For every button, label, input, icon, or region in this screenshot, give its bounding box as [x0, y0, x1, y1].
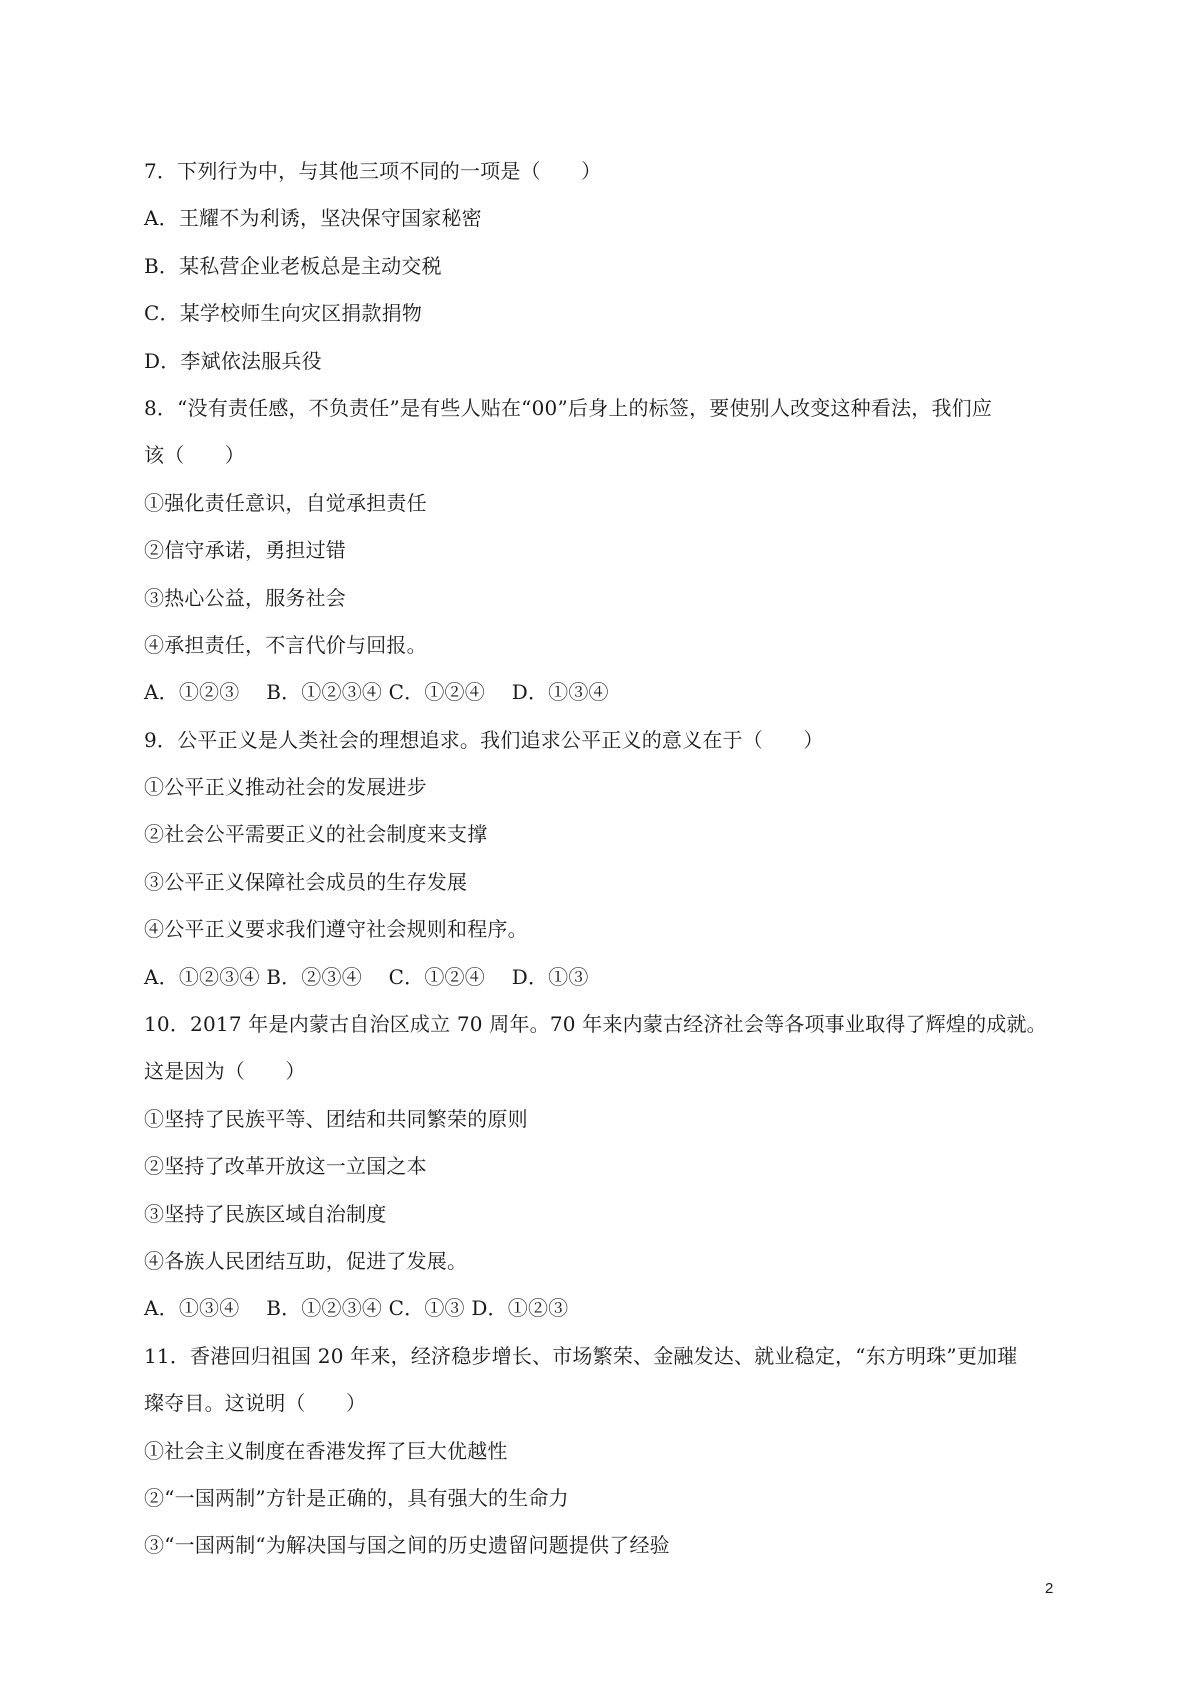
question-10-stem-line-1: 10．2017 年是内蒙古自治区成立 70 周年。70 年来内蒙古经济社会等各项事业取得了辉煌的成就。 [144, 1012, 1047, 1037]
question-10-statement-3: ③坚持了民族区域自治制度 [144, 1201, 387, 1226]
question-10-statement-1: ①坚持了民族平等、团结和共同繁荣的原则 [144, 1106, 528, 1131]
question-10-statement-2: ②坚持了改革开放这一立国之本 [144, 1154, 427, 1179]
question-9-statement-3: ③公平正义保障社会成员的生存发展 [144, 869, 468, 894]
question-8-statement-3: ③热心公益，服务社会 [144, 585, 346, 610]
question-7-option-d: D．李斌依法服兵役 [144, 348, 322, 373]
question-9-statement-2: ②社会公平需要正义的社会制度来支撑 [144, 822, 488, 847]
question-11-statement-2: ②“一国两制”方针是正确的，具有强大的生命力 [144, 1485, 569, 1510]
question-9-options: A．①②③④ B．②③④ C．①②④ D．①③ [144, 964, 589, 989]
question-9-statement-1: ①公平正义推动社会的发展进步 [144, 775, 427, 800]
question-11-stem-line-1: 11．香港回归祖国 20 年来，经济稳步增长、市场繁荣、金融发达、就业稳定，“东方明珠”更加璀 [144, 1343, 1018, 1368]
question-8-statement-2: ②信守承诺，勇担过错 [144, 538, 346, 563]
question-8-stem-line-1: 8．“没有责任感，不负责任”是有些人贴在“00”后身上的标签，要使别人改变这种看法，我们应 [144, 395, 993, 420]
question-9-statement-4: ④公平正义要求我们遵守社会规则和程序。 [144, 917, 528, 942]
question-10-statement-4: ④各族人民团结互助，促进了发展。 [144, 1248, 468, 1273]
question-7-stem: 7．下列行为中，与其他三项不同的一项是（ ） [144, 159, 602, 183]
page-body [144, 148, 1064, 1570]
question-7-option-c: C．某学校师生向灾区捐款捐物 [144, 301, 423, 326]
question-9-stem: 9．公平正义是人类社会的理想追求。我们追求公平正义的意义在于（ ） [144, 727, 824, 752]
question-11-stem-line-2: 璨夺目。这说明（ ） [144, 1391, 367, 1416]
question-10-options: A．①③④ B．①②③④ C．①③ D．①②③ [144, 1296, 569, 1321]
question-7-option-b: B．某私营企业老板总是主动交税 [144, 253, 442, 278]
question-8-statement-1: ①强化责任意识，自觉承担责任 [144, 490, 427, 515]
question-11-statement-1: ①社会主义制度在香港发挥了巨大优越性 [144, 1438, 508, 1463]
question-8-options: A．①②③ B．①②③④ C．①②④ D．①③④ [144, 680, 609, 705]
question-11-statement-3: ③“一国两制“为解决国与国之间的历史遗留问题提供了经验 [144, 1533, 670, 1558]
question-8-stem-line-2: 该（ ） [144, 443, 245, 468]
question-10-stem-line-2: 这是因为（ ） [144, 1059, 306, 1084]
page-number: 2 [1045, 1580, 1054, 1597]
question-7-option-a: A．王耀不为利诱，坚决保守国家秘密 [144, 206, 482, 231]
question-8-statement-4: ④承担责任，不言代价与回报。 [144, 632, 427, 657]
